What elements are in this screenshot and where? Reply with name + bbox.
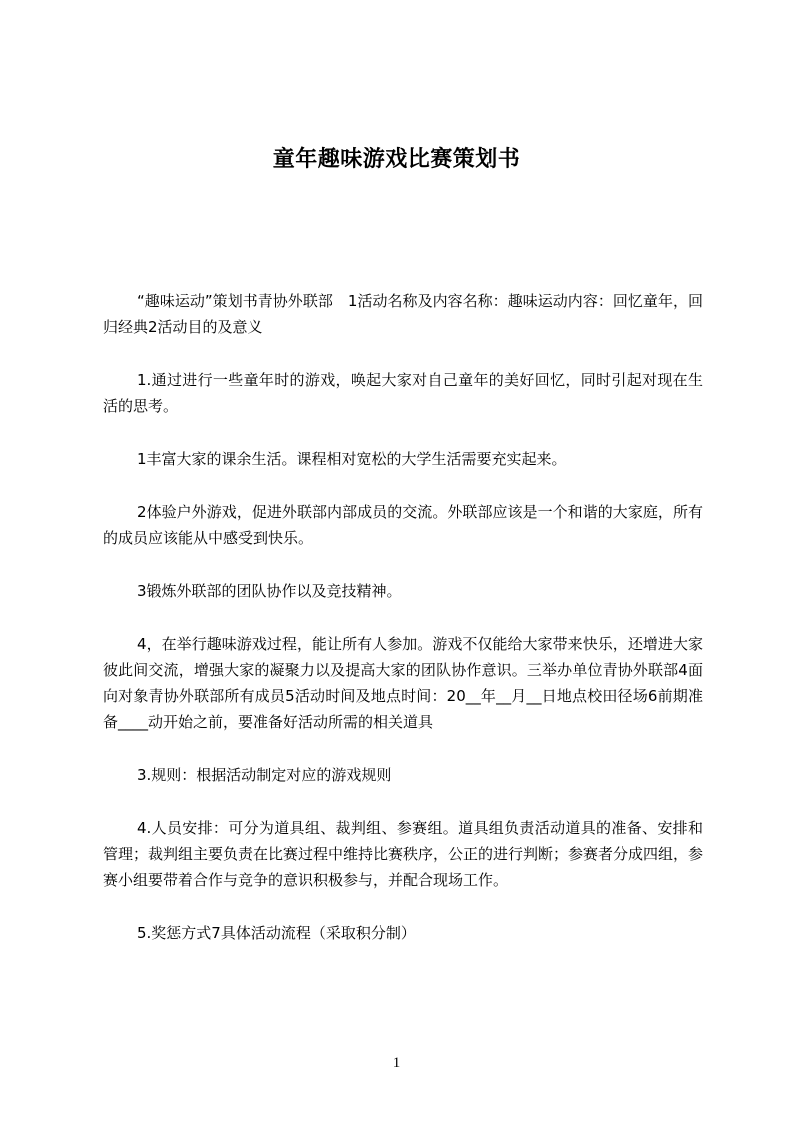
page-number: 1 <box>392 1055 401 1071</box>
paragraph-enrich-life: 1丰富大家的课余生活。课程相对宽松的大学生活需要充实起来。 <box>137 450 567 468</box>
paragraph-rules: 3.规则：根据活动制定对应的游戏规则 <box>137 766 392 784</box>
paragraph-outdoor-games: 2体验户外游戏，促进外联部内部成员的交流。外联部应该是一个和谐的大家庭，所有的成员应该能从中感受到快乐。 <box>103 503 703 547</box>
paragraph-rewards: 5.奖惩方式7具体活动流程（采取积分制） <box>137 924 416 942</box>
document-title: 童年趣味游戏比赛策划书 <box>272 147 521 172</box>
paragraph-teamwork: 3锻炼外联部的团队协作以及竞技精神。 <box>137 582 402 600</box>
paragraph-purpose-1: 1.通过进行一些童年时的游戏，唤起大家对自己童年的美好回忆，同时引起对现在生活的思考。 <box>103 371 703 415</box>
paragraph-details: 4，在举行趣味游戏过程，能让所有人参加。游戏不仅能给大家带来快乐，还增进大家彼此间交流，增强大家的凝聚力以及提高大家的团队协作意识。三举办单位青协外联部4面向对象青协外联部所有成员5活动时间及地点时间：20__年__月__日地点校田径场6前期准备____动开始之前，要准备好活动所需的相关道具 <box>103 635 703 731</box>
document-body <box>103 288 703 973</box>
paragraph-intro: “趣味运动”策划书青协外联部 1活动名称及内容名称：趣味运动内容：回忆童年，回归经典2活动目的及意义 <box>103 292 703 336</box>
paragraph-staffing: 4.人员安排：可分为道具组、裁判组、参赛组。道具组负责活动道具的准备、安排和管理；裁判组主要负责在比赛过程中维持比赛秩序，公正的进行判断；参赛者分成四组，参赛小组要带着合作与竞争的意识积极参与，并配合现场工作。 <box>103 819 704 889</box>
